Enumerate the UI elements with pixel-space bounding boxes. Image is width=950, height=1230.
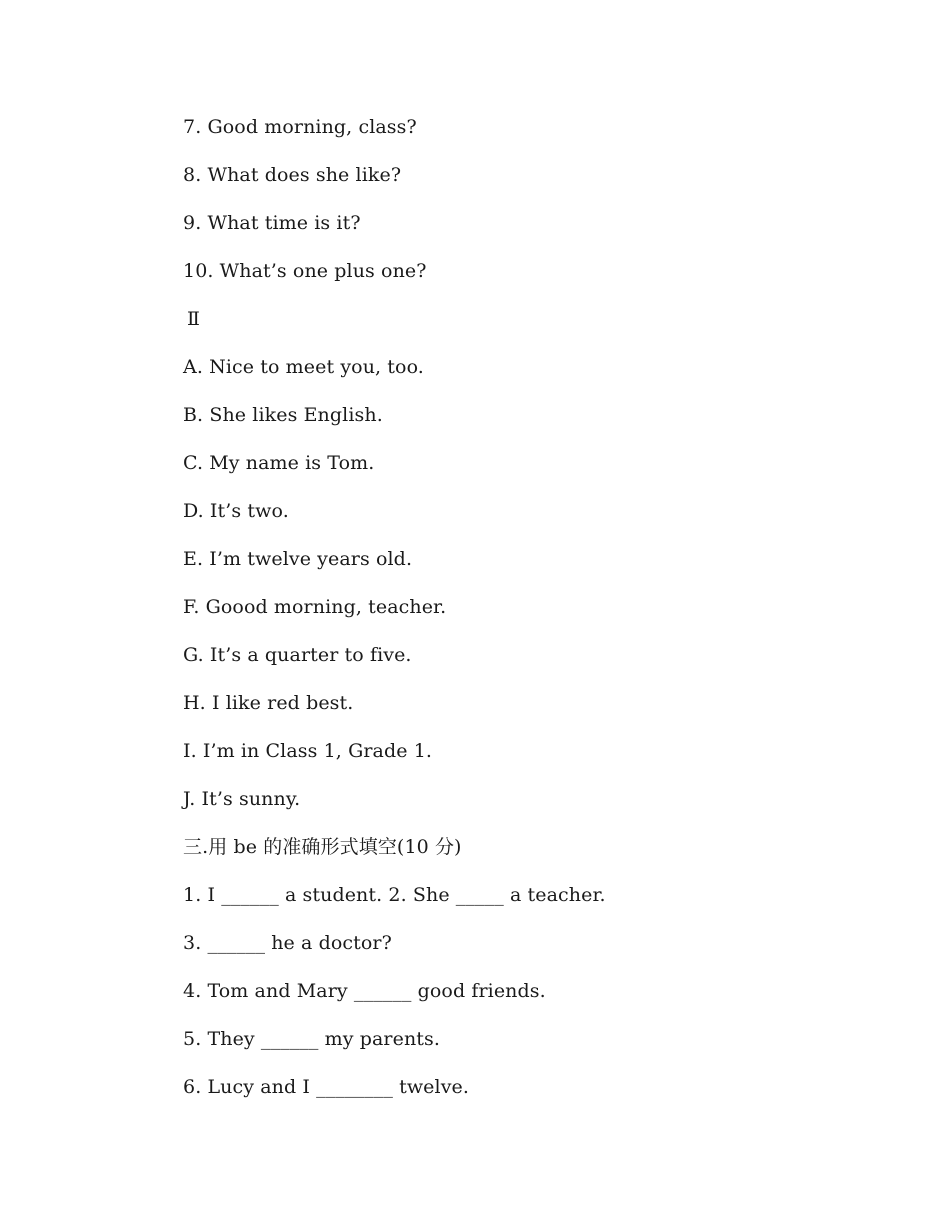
fill-blank-item: 3. ______ he a doctor?	[183, 932, 392, 954]
question-line: 8. What does she like?	[183, 164, 402, 186]
fill-blank-item: 5. They ______ my parents.	[183, 1028, 441, 1050]
section-heading: 三.用 be 的准确形式填空(10 分)	[183, 836, 462, 858]
answer-option: E. I’m twelve years old.	[183, 548, 413, 570]
answer-option: I. I’m in Class 1, Grade 1.	[183, 740, 433, 762]
answer-option: A. Nice to meet you, too.	[183, 356, 424, 378]
question-line: 9. What time is it?	[183, 212, 361, 234]
answer-option: J. It’s sunny.	[183, 788, 301, 810]
answer-option: D. It’s two.	[183, 500, 289, 522]
answer-option: H. I like red best.	[183, 692, 354, 714]
answer-option: C. My name is Tom.	[183, 452, 375, 474]
answer-option: F. Goood morning, teacher.	[183, 596, 447, 618]
answer-option: B. She likes English.	[183, 404, 383, 426]
question-line: 7. Good morning, class?	[183, 116, 417, 138]
worksheet-content	[183, 110, 883, 1118]
answer-option: G. It’s a quarter to five.	[183, 644, 412, 666]
fill-blank-item: 6. Lucy and I ________ twelve.	[183, 1076, 470, 1098]
fill-blank-item: 4. Tom and Mary ______ good friends.	[183, 980, 546, 1002]
fill-blank-item: 1. I ______ a student. 2. She _____ a teacher.	[183, 884, 606, 906]
section-heading-roman: Ⅱ	[187, 308, 201, 330]
question-line: 10. What’s one plus one?	[183, 260, 427, 282]
